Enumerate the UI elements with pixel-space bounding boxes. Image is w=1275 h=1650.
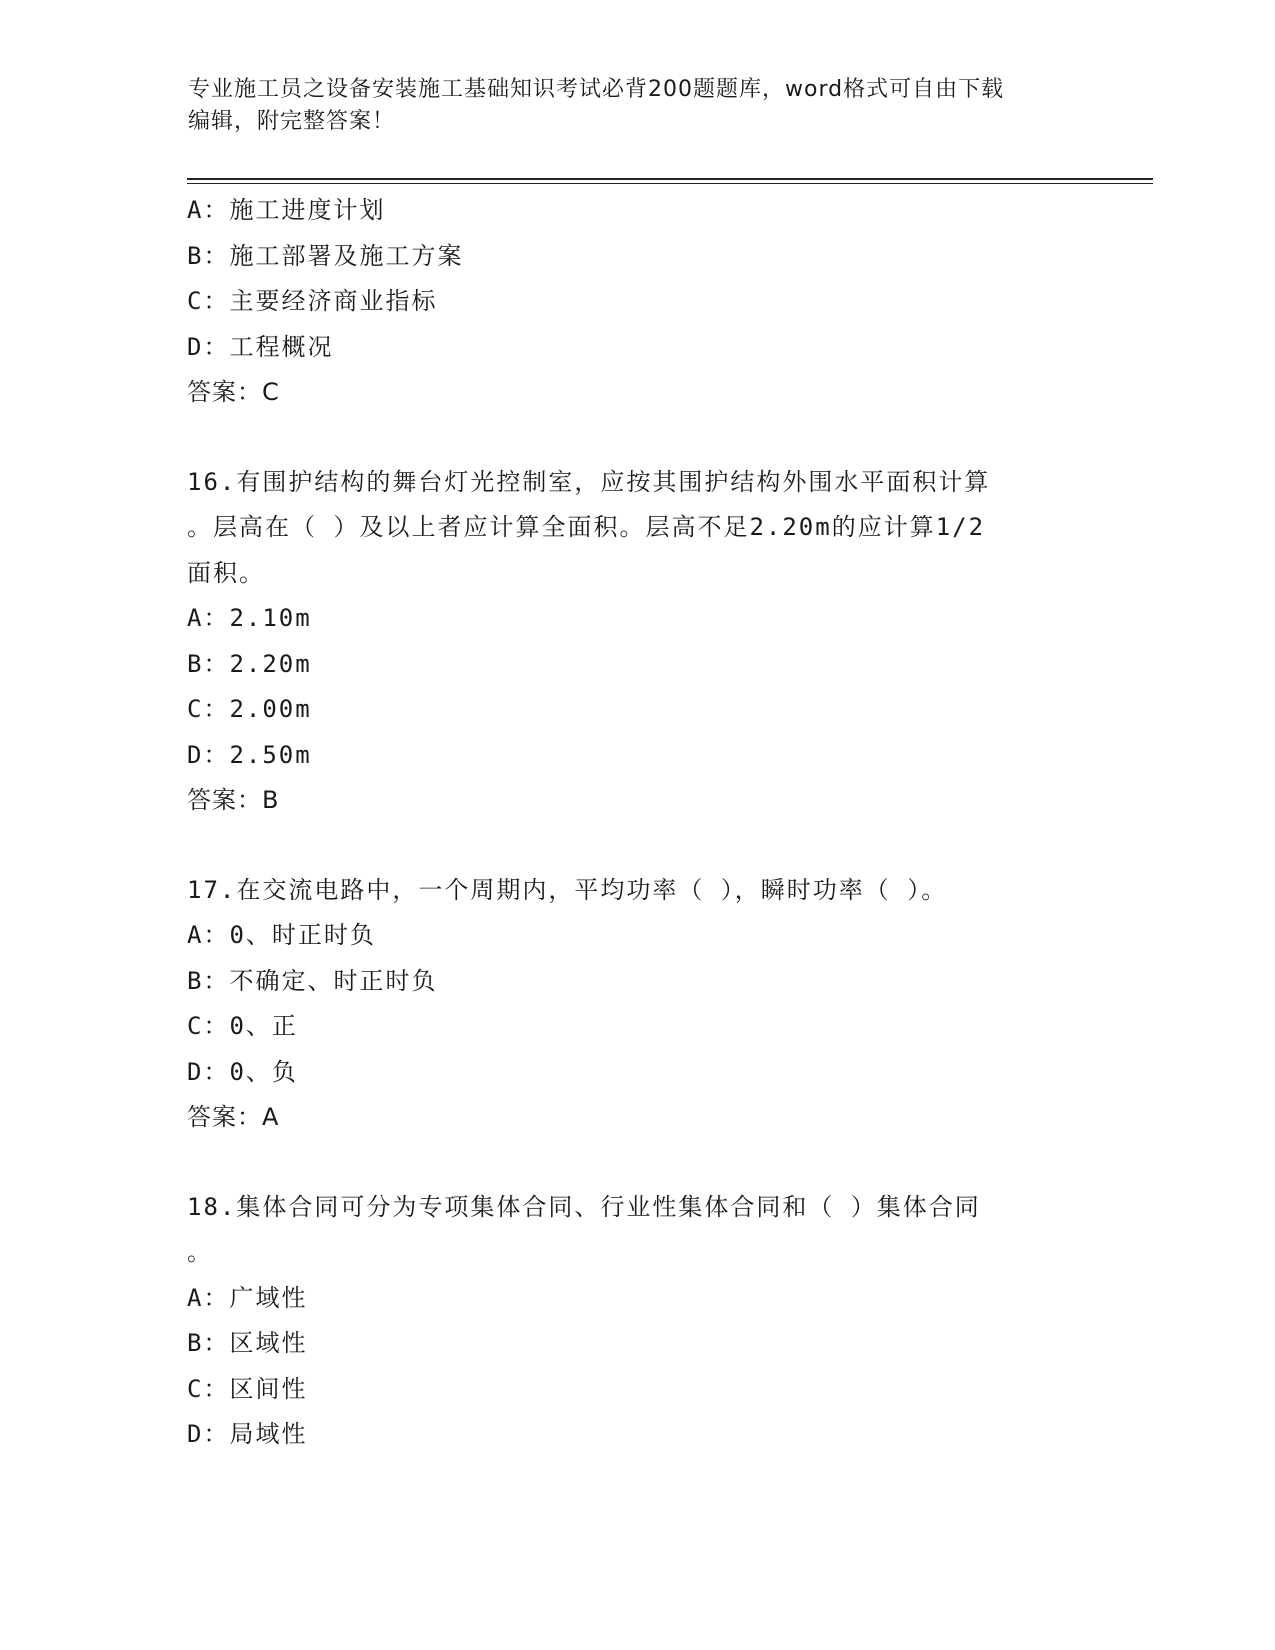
- question-text-line-1: 17.在交流电路中，一个周期内，平均功率（ ），瞬时功率（ ）。: [187, 875, 948, 904]
- header-title-line-2: 编辑，附完整答案！: [188, 109, 396, 134]
- question-text-line-2: 。层高在（ ）及以上者应计算全面积。层高不足2.20m的应计算1/2: [187, 513, 986, 541]
- option-d: D：2.50m: [187, 740, 312, 769]
- option-d: D：工程概况: [187, 332, 334, 361]
- option-c: C：0、正: [187, 1012, 298, 1040]
- question-18: [187, 1185, 1087, 1458]
- question-text-line-3: 面积。: [187, 558, 265, 587]
- option-a: A：2.10m: [187, 604, 312, 632]
- question-17: [187, 868, 1087, 1141]
- option-a: A：施工进度计划: [187, 196, 386, 224]
- option-a: A：0、时正时负: [187, 921, 376, 949]
- option-b: B：不确定、时正时负: [187, 966, 438, 995]
- option-b: B：2.20m: [187, 649, 312, 678]
- question-text-line-1: 18.集体合同可分为专项集体合同、行业性集体合同和（ ）集体合同: [187, 1192, 981, 1221]
- question-spacer: [187, 416, 1087, 460]
- option-a: A：广域性: [187, 1283, 308, 1312]
- question-16: [187, 460, 1087, 824]
- option-c: C：主要经济商业指标: [187, 287, 438, 315]
- question-15: [187, 188, 1087, 416]
- answer: 答案：A: [187, 1103, 280, 1131]
- answer: 答案：C: [187, 378, 280, 406]
- header-divider-thin: [187, 183, 1153, 184]
- option-d: D：局域性: [187, 1420, 308, 1448]
- document-header: [188, 74, 1088, 138]
- option-d: D：0、负: [187, 1057, 298, 1086]
- option-b: B：区域性: [187, 1329, 308, 1357]
- question-spacer: [187, 824, 1087, 868]
- header-title-line-1: 专业施工员之设备安装施工基础知识考试必背200题题库，word格式可自由下载: [188, 77, 1005, 102]
- answer: 答案：B: [187, 786, 280, 814]
- option-c: C：区间性: [187, 1374, 308, 1403]
- question-content: [187, 188, 1087, 1458]
- option-b: B：施工部署及施工方案: [187, 241, 464, 270]
- header-divider-thick: [187, 178, 1153, 180]
- question-spacer: [187, 1141, 1087, 1185]
- question-text-line-2: 。: [187, 1238, 213, 1266]
- option-c: C：2.00m: [187, 695, 312, 723]
- question-text-line-1: 16.有围护结构的舞台灯光控制室，应按其围护结构外围水平面积计算: [187, 467, 991, 496]
